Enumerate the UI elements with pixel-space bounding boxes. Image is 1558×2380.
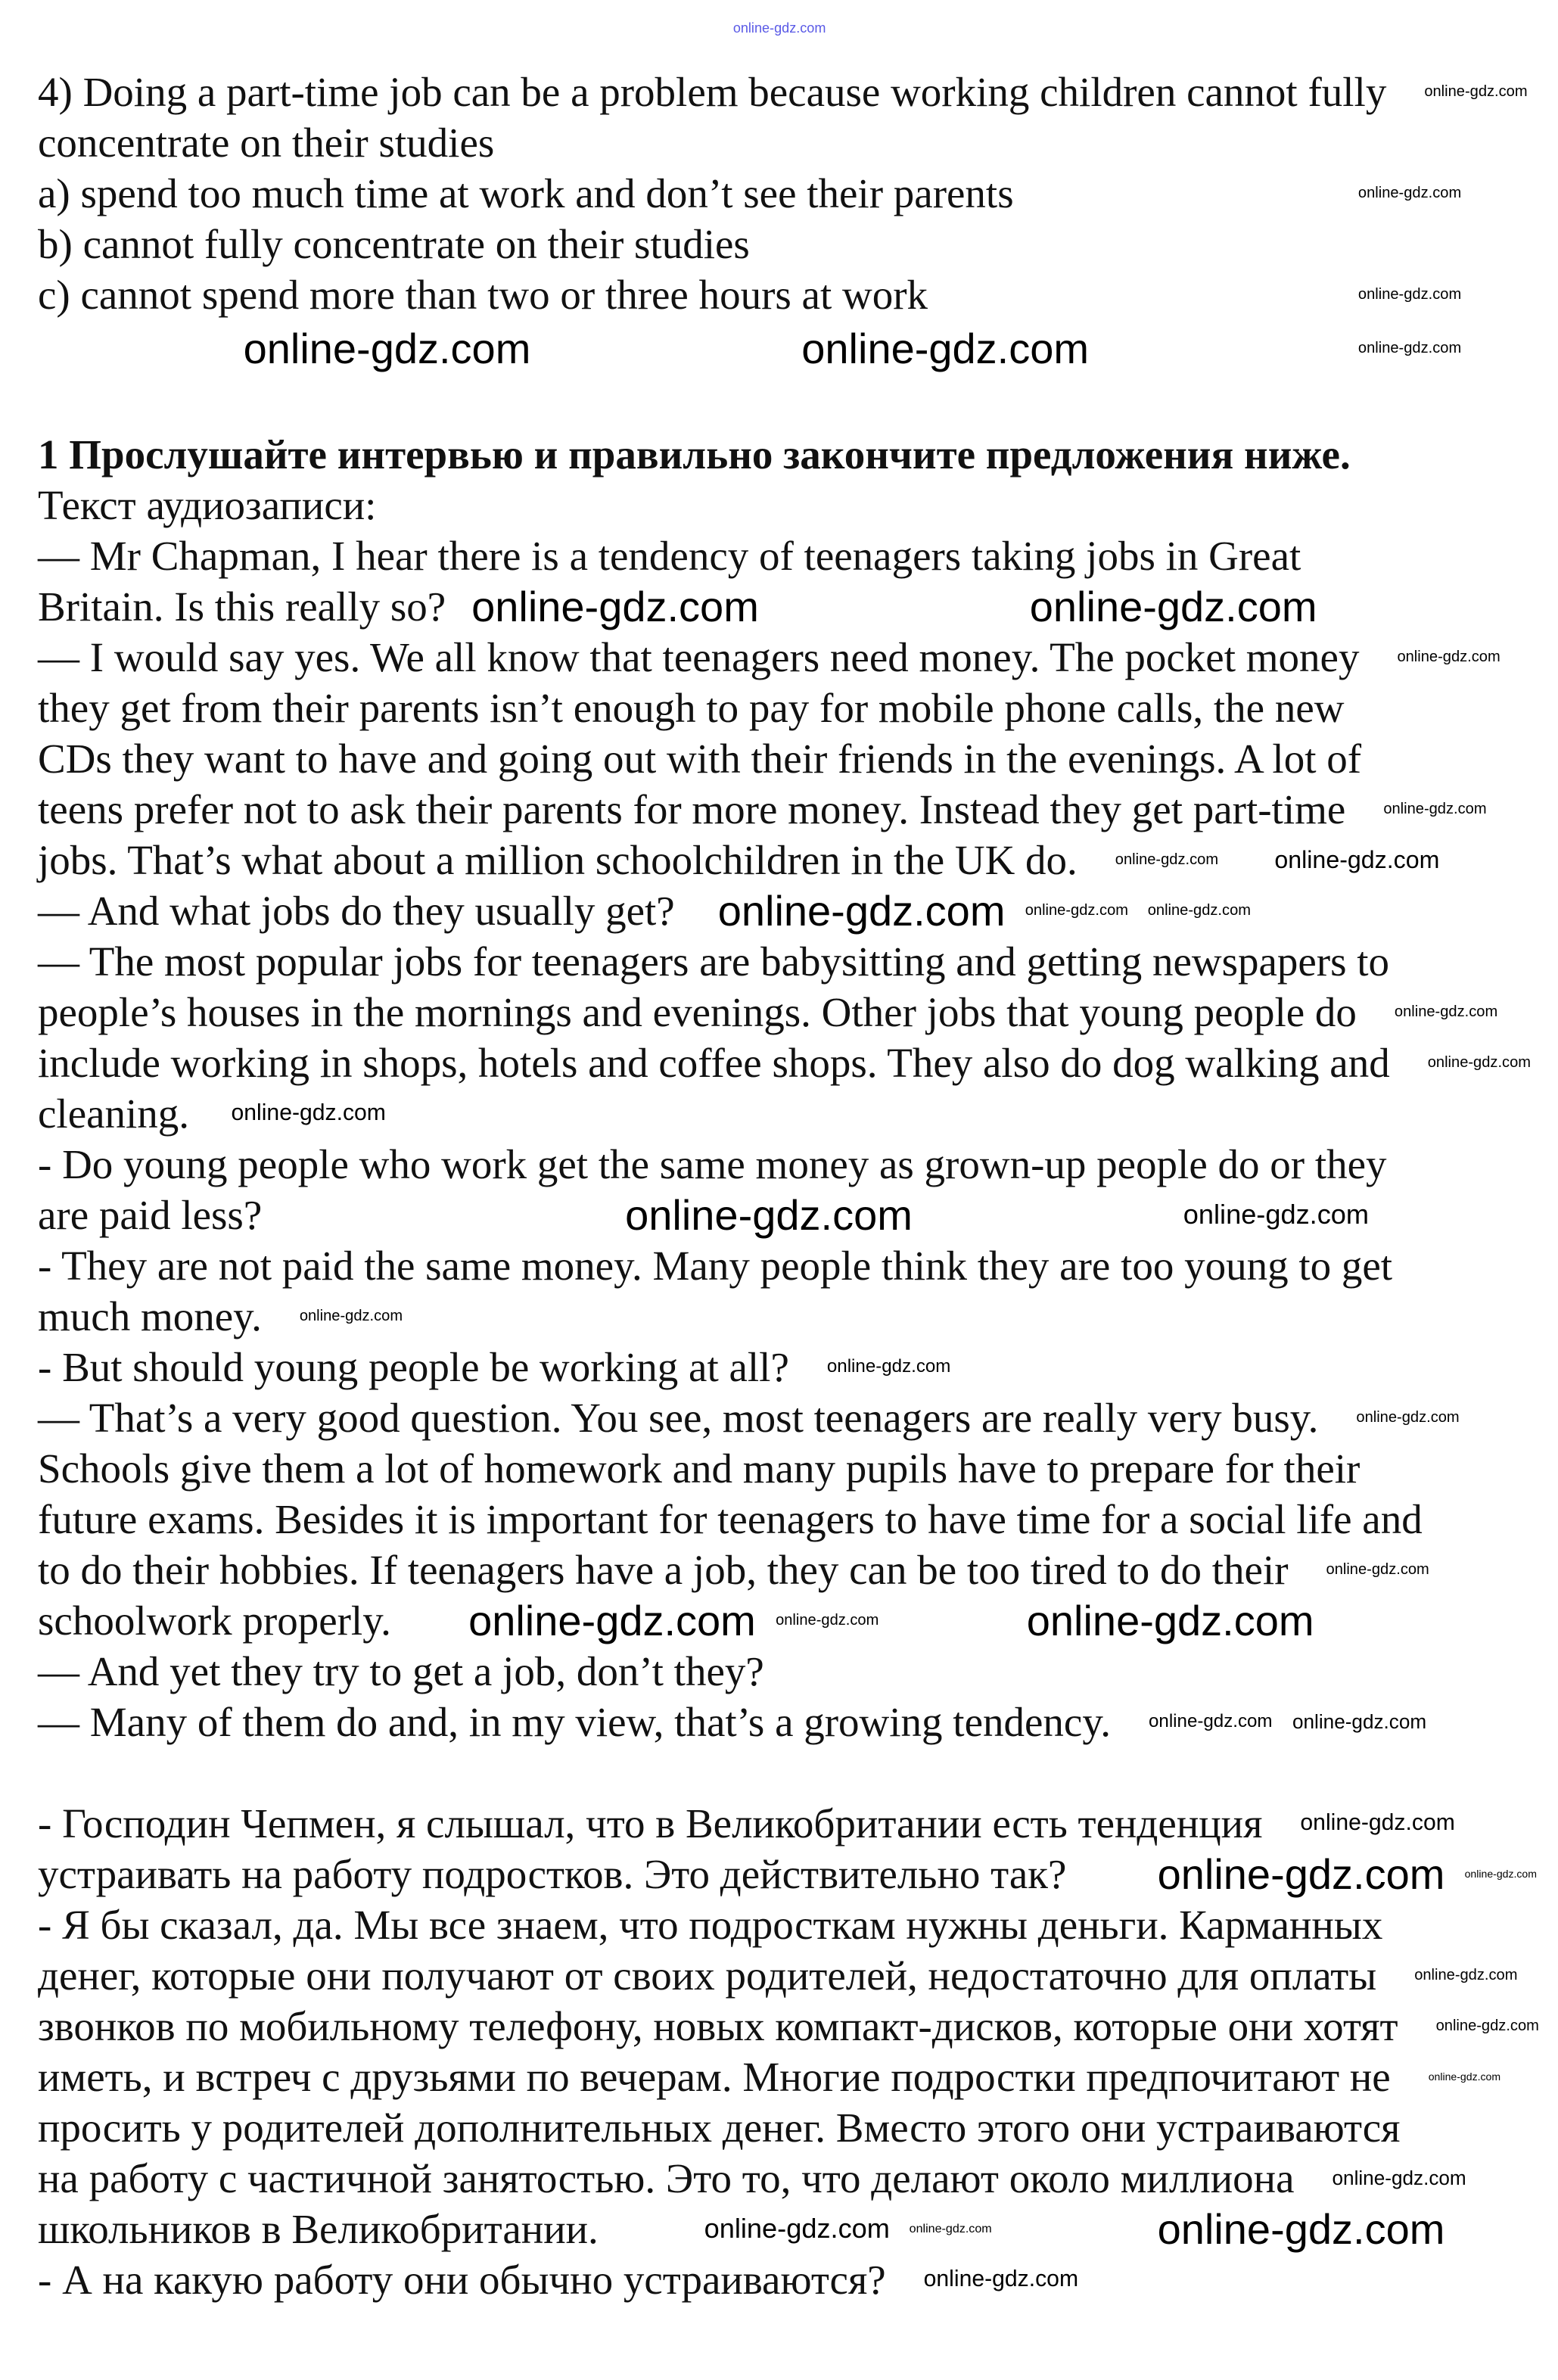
question-line: concentrate on their studies [38,120,495,166]
question-line: b) cannot fully concentrate on their studies [38,221,750,267]
watermark-text: online-gdz.com [732,20,826,36]
question-line: a) spend too much time at work and don’t see their parents [38,170,1014,216]
transcript-line: — And yet they try to get a job, don’t they? [38,1648,764,1694]
watermark-text: online-gdz.com [1029,582,1317,630]
translation-line: - Господин Чепмен, я слышал, что в Великобритании есть тенденция [38,1800,1263,1846]
watermark-text: online-gdz.com [471,582,759,630]
transcript-line: they get from their parents isn’t enough to pay for mobile phone calls, the new [38,685,1345,731]
question-4-block [38,67,1535,320]
watermark-text: online-gdz.com [1397,649,1500,666]
watermark-text: online-gdz.com [1356,1409,1460,1426]
watermark-text: online-gdz.com [1357,340,1462,357]
watermark-text: online-gdz.com [231,1100,386,1126]
watermark-text: online-gdz.com [1357,286,1462,303]
watermark-text: online-gdz.com [1332,2167,1466,2190]
watermark-text: online-gdz.com [468,1596,756,1644]
transcript-line: jobs. That’s what about a million schoolchildren in the UK do. [38,837,1078,883]
watermark-text: online-gdz.com [1300,1810,1455,1836]
transcript-line: - They are not paid the same money. Many people think they are too young to get [38,1243,1393,1289]
watermark-text: online-gdz.com [1157,1850,1445,1898]
watermark-text: online-gdz.com [1157,2204,1445,2253]
translation-line: школьников в Великобритании. [38,2206,599,2252]
transcript-line: much money. [38,1293,262,1339]
watermark-text: online-gdz.com [1427,1054,1531,1072]
translation-line: звонков по мобильному телефону, новых компакт-дисков, которые они хотят [38,2003,1398,2049]
watermark-text: online-gdz.com [1424,83,1528,101]
transcript-line: CDs they want to have and going out with their friends in the evenings. A lot of [38,736,1362,782]
transcript-line: — Mr Chapman, I hear there is a tendency of teenagers taking jobs in Great [38,533,1301,579]
watermark-text: online-gdz.com [1383,801,1487,818]
transcript-line: teens prefer not to ask their parents for more money. Instead they get part-time [38,786,1346,832]
transcript-line: - Do young people who work get the same money as grown-up people do or they [38,1141,1387,1187]
watermark-text: online-gdz.com [1115,851,1219,869]
watermark-text: online-gdz.com [717,886,1006,935]
transcript-line: future exams. Besides it is important for teenagers to have time for a social life and [38,1496,1423,1542]
translation-line: иметь, и встреч с друзьями по вечерам. Многие подростки предпочитают не [38,2054,1391,2100]
transcript-line: - But should young people be working at all? [38,1344,789,1390]
watermark-text: online-gdz.com [1464,1868,1537,1881]
translation-line: просить у родителей дополнительных денег. Вместо этого они устраиваются [38,2105,1401,2151]
watermark-text: online-gdz.com [1147,902,1251,919]
watermark-text: online-gdz.com [625,1190,913,1239]
watermark-text: online-gdz.com [1357,185,1462,202]
transcript-line: people’s houses in the mornings and evenings. Other jobs that young people do [38,989,1357,1035]
translation-line: - Я бы сказал, да. Мы все знаем, что подросткам нужны деньги. Карманных [38,1902,1383,1948]
question-line: 4) Doing a part-time job can be a problem because working children cannot fully [38,69,1387,115]
watermark-text: online-gdz.com [1149,1711,1273,1732]
watermark-text: online-gdz.com [704,2213,890,2245]
transcript-line: — I would say yes. We all know that teenagers need money. The pocket money [38,634,1360,680]
question-line: c) cannot spend more than two or three hours at work [38,272,928,318]
watermark-text: online-gdz.com [1026,1596,1314,1644]
watermark-text: online-gdz.com [1274,846,1440,874]
transcript-line: — And what jobs do they usually get? [38,888,675,934]
watermark-text: online-gdz.com [1435,2018,1539,2035]
transcript-line: include working in shops, hotels and coffee shops. They also do dog walking and [38,1040,1390,1086]
watermark-text: online-gdz.com [1394,1003,1498,1021]
transcript-line: Schools give them a lot of homework and many pupils have to prepare for their [38,1445,1361,1492]
watermark-text: online-gdz.com [299,1308,403,1325]
exercise-heading: 1 Прослушайте интервью и правильно закончите предложения ниже. [38,431,1351,478]
watermark-text: online-gdz.com [1183,1199,1370,1230]
translation-line: денег, которые они получают от своих родителей, недостаточно для оплаты [38,1952,1377,1999]
watermark-text: online-gdz.com [1025,902,1128,919]
transcript-line: are paid less? [38,1192,263,1238]
transcript-line: Britain. Is this really so? [38,583,446,630]
watermark-text: online-gdz.com [243,324,531,372]
transcript-line: to do their hobbies. If teenagers have a job, they can be too tired to do their [38,1547,1289,1593]
transcript-line: Текст аудиозаписи: [38,482,377,528]
translation-line: - А на какую работу они обычно устраиваются? [38,2257,886,2303]
watermark-text: online-gdz.com [909,2222,992,2236]
watermark-text: online-gdz.com [826,1356,951,1377]
watermark-text: online-gdz.com [1292,1710,1427,1734]
transcript-line: schoolwork properly. [38,1598,391,1644]
transcript-line: — Many of them do and, in my view, that’s a growing tendency. [38,1699,1111,1745]
translation-line: на работу с частичной занятостью. Это то, что делают около миллиона [38,2155,1295,2201]
translation-line: устраивать на работу подростков. Это действительно так? [38,1851,1067,1897]
watermark-text: online-gdz.com [923,2266,1079,2292]
transcript-line: — The most popular jobs for teenagers are babysitting and getting newspapers to [38,938,1390,985]
watermark-text: online-gdz.com [1326,1561,1429,1579]
watermark-text: online-gdz.com [801,324,1090,372]
transcript-line: — That’s a very good question. You see, most teenagers are really very busy. [38,1395,1319,1441]
document-page [38,67,1535,2305]
watermark-text: online-gdz.com [776,1612,879,1629]
transcript-line: cleaning. [38,1090,190,1137]
watermark-text: online-gdz.com [1414,1967,1518,1984]
watermark-text: online-gdz.com [1428,2070,1501,2083]
